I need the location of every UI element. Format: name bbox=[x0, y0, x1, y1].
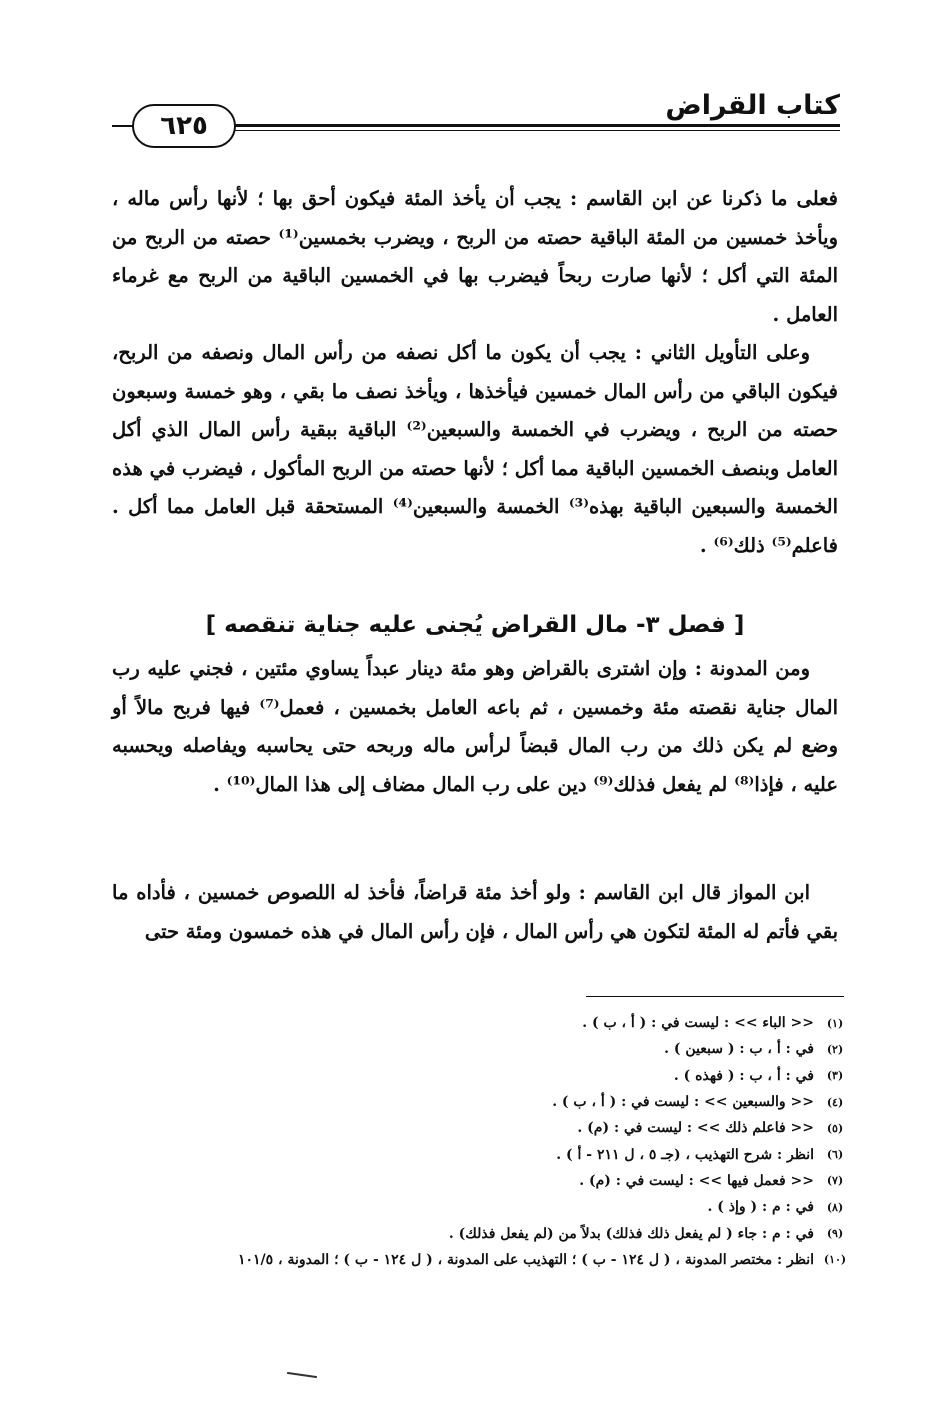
footnote-number: (٣) bbox=[826, 1069, 844, 1083]
footnote-number: (٩) bbox=[826, 1227, 844, 1241]
footnote-text: انظر : شرح التهذيب ، (جـ ٥ ، ل ٢١١ - أ ) . bbox=[556, 1146, 814, 1163]
footnote-text: << فعمل فيها >> : ليست في : (م) . bbox=[579, 1172, 814, 1189]
footnote-text: << فاعلم ذلك >> : ليست في : (م) . bbox=[577, 1120, 814, 1137]
paragraph: ابن المواز قال ابن القاسم : ولو أخذ مئة قراضاً، فأخذ له اللصوص خمسين ، فأداه ما بقي فأتم له المئة لتكون هي رأس المال ، فإن رأس المال في هذه خمسون ومئة حتى bbox=[112, 881, 838, 943]
paragraph: ومن المدونة : وإن اشترى بالقراض وهو مئة دينار عبداً يساوي مئتين ، فجني عليه رب المال جناية نقصته مئة وخمسين ، ثم باعه العامل بخمسين ، فعمل⁽⁷⁾ فيها فربح مالاً أو وضع لم يكن ذلك من رب المال قبضاً لرأس ماله وربحه حتى يحاسبه ويفاصله ويحسبه عليه ، فإذا⁽⁸⁾ لم يفعل فذلك⁽⁹⁾ دين على رب المال مضاف إلى هذا المال⁽¹⁰⁾ . bbox=[112, 657, 838, 796]
footnote bbox=[110, 1220, 850, 1246]
chapter-title: كتاب القراض bbox=[665, 90, 840, 121]
header-rule-thin bbox=[210, 130, 840, 131]
footnote bbox=[110, 1247, 850, 1273]
footnotes bbox=[110, 1010, 850, 1273]
body-section-1 bbox=[112, 180, 838, 565]
footnote bbox=[110, 1010, 850, 1036]
footnote-number: (٦) bbox=[826, 1148, 844, 1162]
footnote-text: في : م : ( وإذ ) . bbox=[707, 1199, 814, 1216]
section-heading: [ فصل ٣- مال القراض يُجنى عليه جناية تنقصه ] bbox=[205, 612, 745, 638]
footnote bbox=[110, 1036, 850, 1062]
footnote bbox=[110, 1141, 850, 1167]
page-number: ٦٢٥ bbox=[132, 104, 236, 148]
footnote-text: << والسبعين >> : ليست في : ( أ ، ب ) . bbox=[552, 1094, 814, 1111]
footnote-text: في : أ ، ب : ( فهذه ) . bbox=[673, 1067, 814, 1084]
footnote-separator bbox=[586, 996, 844, 997]
paragraph: وعلى التأويل الثاني : يجب أن يكون ما أكل نصفه من رأس المال ونصفه من الربح، فيكون الباقي من رأس المال خمسين فيأخذها ، ويأخذ نصف ما بقي ، وهو خمسة وسبعون حصته من الربح ، ويضرب في الخمسة والسبعين⁽²⁾ الباقية ببقية رأس المال الذي أكل العامل وبنصف الخمسين الباقية مما أكل ؛ لأنها حصته من الربح المأكول ، فيضرب في هذه الخمسة والسبعين الباقية بهذه⁽³⁾ الخمسة والسبعين⁽⁴⁾ المستحقة قبل العامل مما أكل . فاعلم⁽⁵⁾ ذلك⁽⁶⁾ . bbox=[112, 341, 839, 557]
footnote-text: انظر : مختصر المدونة ، ( ل ١٢٤ - ب ) ؛ التهذيب على المدونة ، ( ل ١٢٤ - ب ) ؛ المدونة ، ١٠١/٥ bbox=[237, 1251, 814, 1268]
footnote-text: في : أ ، ب : ( سبعين ) . bbox=[664, 1041, 814, 1058]
footnote-number: (٨) bbox=[826, 1200, 844, 1214]
body-section-2 bbox=[112, 650, 838, 804]
page-header bbox=[110, 80, 840, 150]
footnote-text: << الباء >> : ليست في : ( أ ، ب ) . bbox=[582, 1015, 814, 1032]
footnote-text: في : م : جاء ( لم يفعل ذلك فذلك) بدلاً من (لم يفعل فذلك) . bbox=[448, 1225, 814, 1242]
footnote bbox=[110, 1194, 850, 1220]
body-section-3 bbox=[112, 874, 838, 951]
stray-pen-mark bbox=[287, 1372, 317, 1378]
footnote-number: (٢) bbox=[826, 1042, 844, 1056]
paragraph: فعلى ما ذكرنا عن ابن القاسم : يجب أن يأخذ المئة فيكون أحق بها ؛ لأنها رأس ماله ، ويأخذ خمسين من المئة الباقية حصته من الربح ، ويضرب بخمسين⁽¹⁾ حصته من الربح من المئة التي أكل ؛ لأنها صارت ربحاً فيضرب بها في الخمسين الباقية من الربح مع غرماء العامل . bbox=[112, 187, 838, 326]
footnote-number: (١) bbox=[826, 1016, 844, 1030]
footnote-number: (٥) bbox=[826, 1121, 844, 1135]
footnote bbox=[110, 1089, 850, 1115]
footnote bbox=[110, 1115, 850, 1141]
header-rule-tail bbox=[112, 125, 134, 127]
header-rule bbox=[210, 124, 840, 127]
footnote-number: (١٠) bbox=[823, 1253, 847, 1267]
footnote bbox=[110, 1168, 850, 1194]
footnote-number: (٧) bbox=[826, 1174, 844, 1188]
footnote-number: (٤) bbox=[826, 1095, 844, 1109]
footnote bbox=[110, 1063, 850, 1089]
